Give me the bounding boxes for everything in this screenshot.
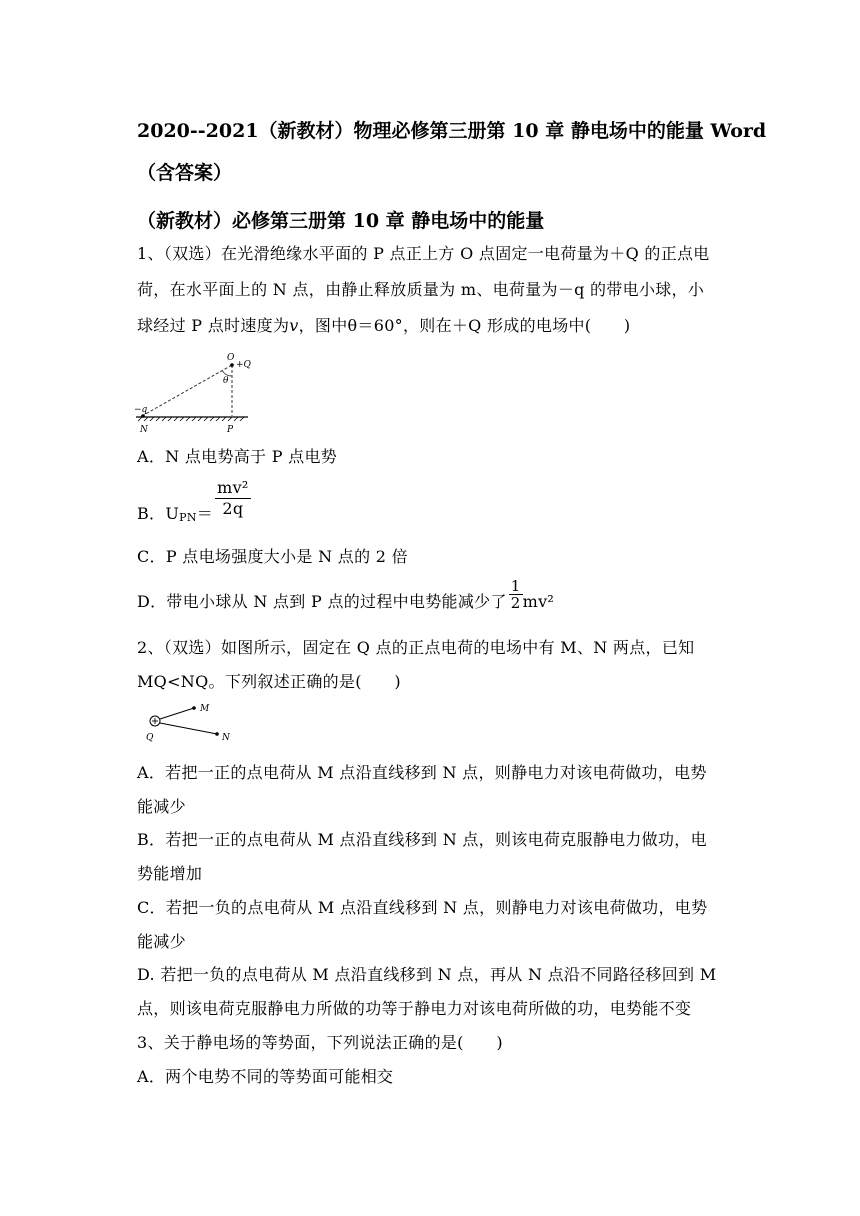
document-title: 2020--2021（新教材）物理必修第三册第 10 章 静电场中的能量 Word (137, 120, 767, 142)
q1-optB-numerator: mv² (217, 478, 249, 497)
q2-label-Q: Q (146, 733, 154, 743)
q2-stem-line2: MQ<NQ。下列叙述正确的是( ) (137, 672, 401, 691)
q2-option-A-line1: A．若把一正的点电荷从 M 点沿直线移到 N 点，则静电力对该电荷做功，电势 (137, 763, 707, 782)
q2-label-M: M (200, 704, 210, 714)
q2-option-B-line2: 势能增加 (137, 864, 203, 883)
velocity-symbol: v (289, 316, 299, 335)
q2-option-D-line1: D. 若把一负的点电荷从 M 点沿直线移到 N 点，再从 N 点沿不同路径移回到 M (137, 965, 717, 984)
q1-option-B (137, 478, 251, 524)
q1-optB-equals: ＝ (196, 504, 214, 523)
q1-optD-numerator: 1 (510, 577, 521, 595)
q1-optD-fraction (509, 578, 523, 611)
charge-Q-point (230, 363, 234, 367)
q1-optD-suffix: mv² (522, 592, 555, 611)
q1-optD-text: D．带电小球从 N 点到 P 点的过程中电势能减少了 (137, 592, 507, 611)
q1-option-C: C．P 点电场强度大小是 N 点的 2 倍 (137, 547, 408, 566)
q1-label-N: N (140, 425, 148, 435)
q1-option-D (137, 578, 554, 611)
q1-label-theta: θ (223, 376, 229, 386)
q1-stem-line3 (137, 313, 630, 336)
q2-option-A-line2: 能减少 (137, 797, 186, 816)
q1-optB-prefix: B．U (137, 504, 180, 523)
q1-stem-line1: 1、（双选）在光滑绝缘水平面的 P 点正上方 O 点固定一电荷量为＋Q 的正点电 (137, 244, 710, 263)
q2-option-B-line1: B．若把一正的点电荷从 M 点沿直线移到 N 点，则该电荷克服静电力做功，电 (137, 830, 707, 849)
q2-label-N: N (222, 733, 230, 743)
point-N (215, 732, 219, 736)
q2-option-C-line2: 能减少 (137, 932, 186, 951)
q2-line-QM (160, 708, 194, 719)
q2-figure (140, 700, 240, 746)
q1-label-O: O (227, 353, 235, 363)
q3-option-A: A．两个电势不同的等势面可能相交 (137, 1067, 394, 1086)
section-heading: （新教材）必修第三册第 10 章 静电场中的能量 (137, 210, 545, 232)
q1-label-P: P (227, 425, 234, 435)
q1-ground-hatching (138, 417, 244, 421)
q2-stem-line1: 2、（双选）如图所示，固定在 Q 点的正点电荷的电场中有 M、N 两点，已知 (137, 638, 695, 657)
q1-stem-line3-start: 球经过 P 点时速度为 (137, 316, 290, 335)
point-M (192, 706, 196, 710)
q3-stem-line1: 3、关于静电场的等势面，下列说法正确的是( ) (137, 1033, 503, 1052)
q1-label-minus-q: −q (134, 405, 148, 415)
q2-option-D-line2: 点，则该电荷克服静电力所做的功等于静电力对该电荷所做的功，电势能不变 (137, 999, 692, 1018)
q1-figure (134, 350, 264, 436)
q1-optB-denominator: 2q (222, 499, 244, 518)
q1-optB-subscript: PN (179, 511, 197, 524)
q1-stem-line3-end: ，图中θ＝60°，则在＋Q 形成的电场中( ) (298, 316, 631, 335)
q1-dashed-line-NO (142, 365, 232, 416)
q1-option-A: A．N 点电势高于 P 点电势 (137, 447, 338, 466)
q1-optB-fraction (215, 478, 251, 519)
q1-stem-line2: 荷，在水平面上的 N 点，由静止释放质量为 m、电荷量为－q 的带电小球，小 (137, 280, 705, 299)
q1-label-plusQ: +Q (236, 360, 251, 370)
document-title-continued: （含答案） (137, 162, 233, 184)
q2-option-C-line1: C．若把一负的点电荷从 M 点沿直线移到 N 点，则静电力对该电荷做功，电势 (137, 898, 708, 917)
q1-optD-denominator: 2 (510, 594, 521, 612)
q2-line-QN (160, 723, 217, 734)
